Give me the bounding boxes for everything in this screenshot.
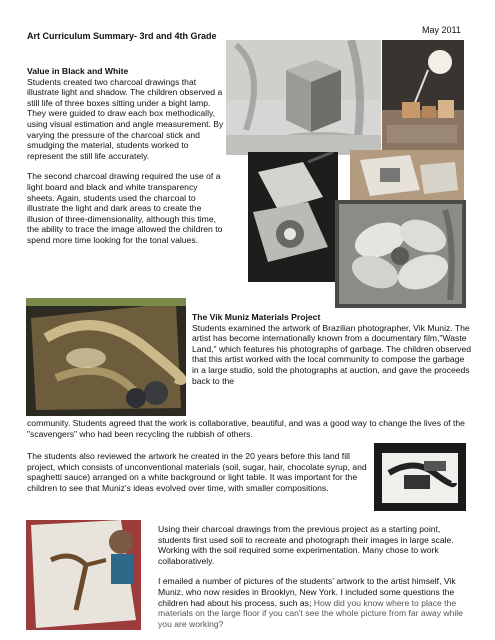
page-title: Art Curriculum Summary- 3rd and 4th Grade: [27, 31, 217, 41]
muniz-paragraph-4: I emailed a number of pictures of the students' artwork to the artist himself, Vik Muniz, who now resides in Brooklyn, New York. I included some questions the children had about his process, such as;: [158, 576, 456, 608]
muniz-paragraph-3: Using their charcoal drawings from the previous project as a starting point, students first used soil to recreate and photograph their images in large scale. Working with the soil required some experimentation. Many chose to work collaboratively.: [158, 524, 454, 566]
value-section: [27, 66, 227, 246]
small-composition-image: [374, 443, 466, 511]
muniz-paragraph-2: The students also reviewed the artwork he created in the 20 years before this land fill project, which consists of unconventional materials (soil, sugar, hair, chocolate syrup, and spaghetti sauce) arranged on a white background or light table. It was important for the children to see that Muniz's ideas evolved over time, with smaller compositions.: [27, 451, 367, 493]
charcoal-flower-image: [335, 200, 466, 308]
light-board-photo: [248, 152, 338, 282]
muniz-section-bottom: [158, 524, 473, 629]
soil-floor-photo: [26, 298, 186, 416]
soil-floor-image: [26, 298, 186, 416]
value-paragraph-2: The second charcoal drawing required the use of a light board and black and white transparency sheets. Again, students used the charcoal to illustrate the light and dark areas to create the illusion of three-dimensionality, although this time, the ability to trace the image allowed the children to spend more time looking for the tonal values.: [27, 171, 223, 245]
student-question: How did you know where to place the materials on the large floor if you can't see the whole picture from far away while you are working?: [158, 597, 463, 629]
table-papers-photo: [350, 150, 464, 202]
bird-soil-photo: [26, 520, 141, 630]
lamp-still-life-image: [382, 40, 464, 150]
bird-soil-image: [26, 520, 141, 630]
date-label: May 2011: [422, 25, 461, 35]
muniz-heading: The Vik Muniz Materials Project: [192, 312, 321, 322]
small-composition-photo: [374, 443, 466, 511]
charcoal-boxes-image: [226, 40, 381, 155]
value-paragraph-1: Students created two charcoal drawings that illustrate light and shadow. The children observed a still life of three boxes sitting under a bight lamp. They were guided to draw each box methodically, using visual estimation and angle measurement. By varying the pressure of the charcoal stick and smudging the material, students worked to represent the still life accurately.: [27, 76, 224, 161]
light-board-image: [248, 152, 338, 282]
muniz-paragraph-1a: Students examined the artwork of Brazilian photographer, Vik Muniz. The artist has become internationally known from a documentary film,"Waste Land," which features his photographs of garbage. The children observed that this artist worked with the local community to compose the garbage in a large studio, sold the photographs at auction, and gave the proceeds back to the: [192, 322, 472, 386]
charcoal-boxes-photo: [226, 40, 381, 155]
muniz-section-top: [192, 312, 472, 386]
muniz-paragraph-1b: community. Students agreed that the work is collaborative, beautiful, and was a good way to change the lives of the "scavengers" who had been recycling the rubbish of others.: [27, 418, 465, 439]
charcoal-flower-photo: [335, 200, 466, 308]
lamp-still-life-photo: [382, 40, 464, 150]
value-heading: Value in Black and White: [27, 66, 129, 76]
table-papers-image: [350, 150, 464, 202]
